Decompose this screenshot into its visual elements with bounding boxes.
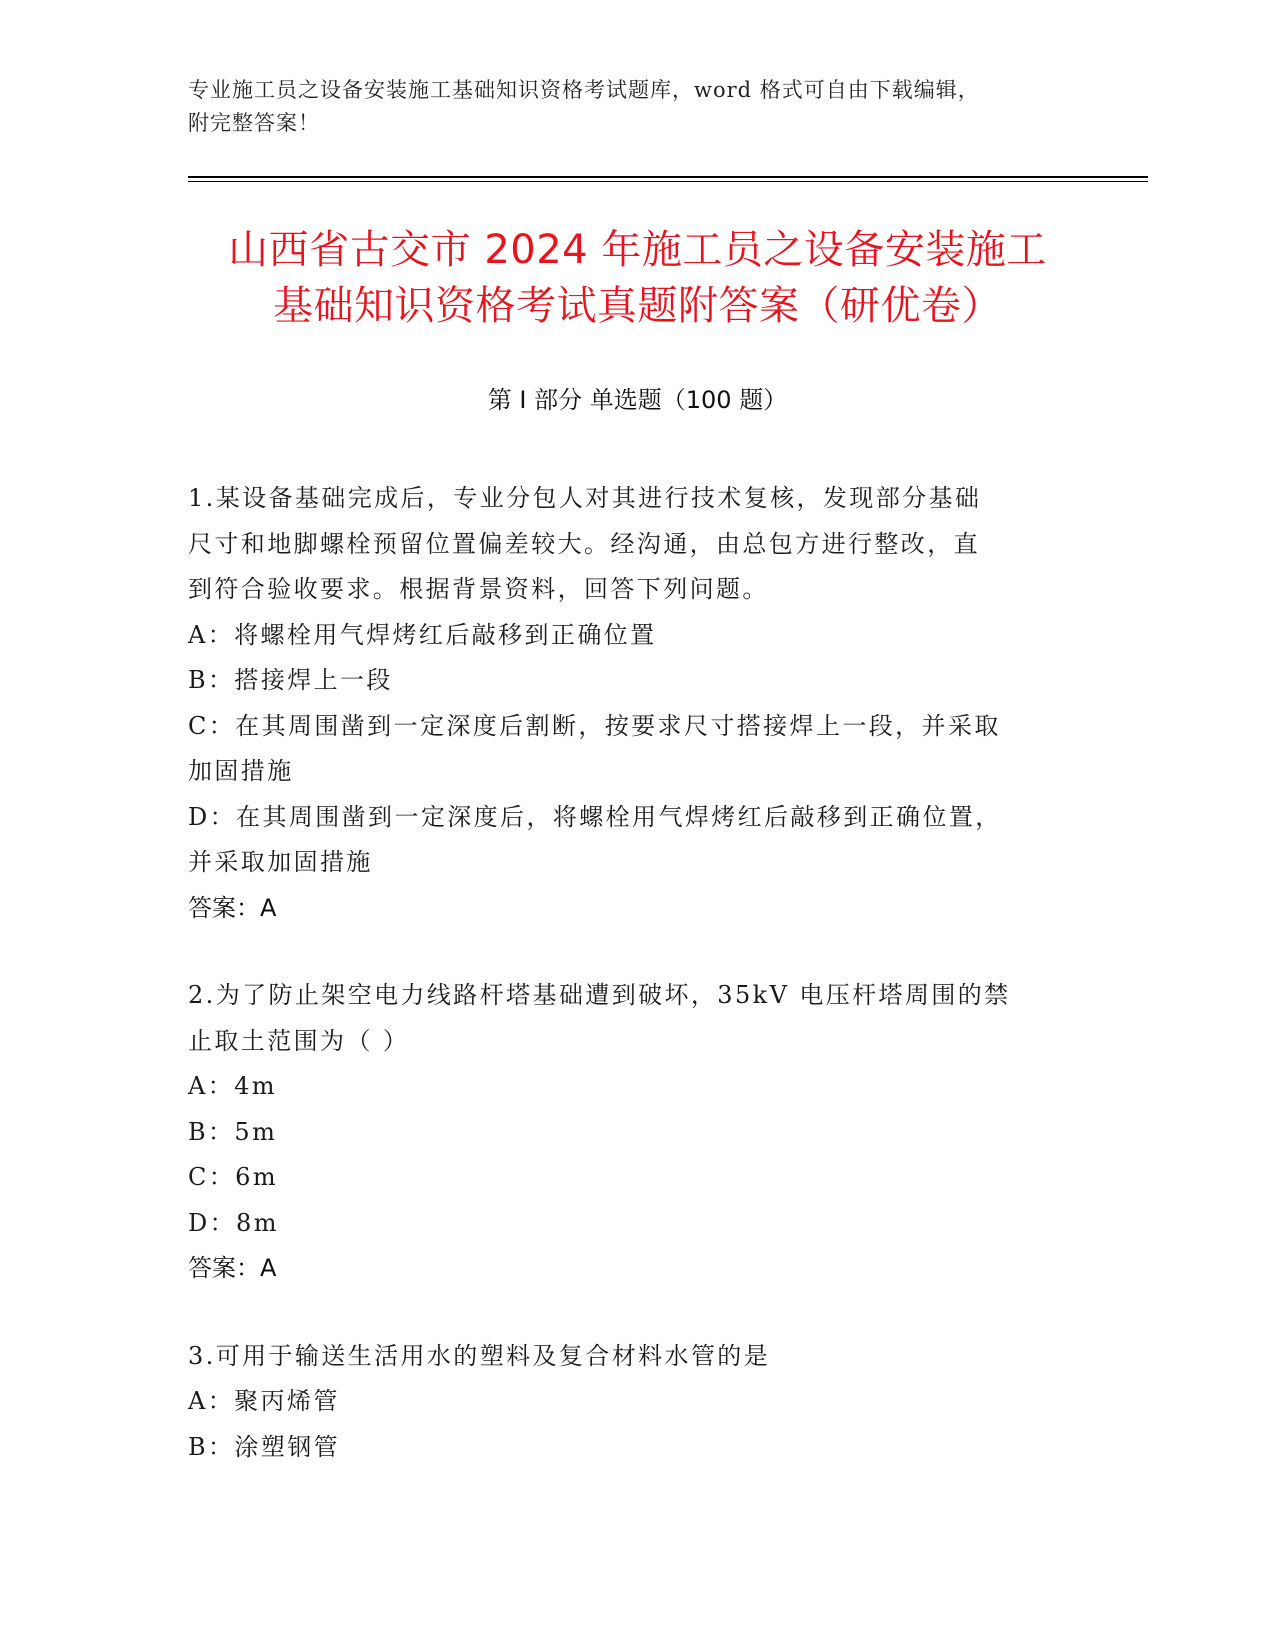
option-c-continued: 加固措施	[188, 757, 294, 785]
question-stem-line: 2.为了防止架空电力线路杆塔基础遭到破坏，35kV 电压杆塔周围的禁	[188, 981, 1011, 1009]
option-d: D：8m	[188, 1208, 279, 1237]
option-b: B：涂塑钢管	[188, 1432, 341, 1461]
answer-label: 答案：A	[188, 893, 277, 922]
header-note	[188, 74, 1068, 140]
question-list	[188, 476, 1068, 1512]
option-d-continued: 并采取加固措施	[188, 848, 373, 876]
option-b: B：搭接焊上一段	[188, 666, 393, 694]
question-stem-line: 尺寸和地脚螺栓预留位置偏差较大。经沟通，由总包方进行整改，直	[188, 529, 980, 558]
header-note-line-2: 附完整答案！	[188, 111, 320, 135]
document-title-line-2: 基础知识资格考试真题附答案（研优卷）	[273, 283, 1002, 329]
option-a: A：聚丙烯管	[188, 1387, 340, 1415]
header-rule-thick	[188, 176, 1148, 178]
option-c: C：在其周围凿到一定深度后割断，按要求尺寸搭接焊上一段，并采取	[188, 711, 1001, 740]
answer-label: 答案：A	[188, 1254, 277, 1282]
question-3	[188, 1334, 1068, 1471]
option-a: A：4m	[188, 1072, 277, 1100]
header-note-line-1: 专业施工员之设备安装施工基础知识资格考试题库，word 格式可自由下载编辑，	[188, 78, 980, 102]
header-rule-thin	[188, 181, 1148, 182]
section-heading: 第 I 部分 单选题（100 题）	[487, 386, 788, 414]
option-a: A：将螺栓用气焊烤红后敲移到正确位置	[188, 620, 657, 649]
document-title-line-1: 山西省古交市 2024 年施工员之设备安装施工	[228, 227, 1047, 273]
question-stem-line: 到符合验收要求。根据背景资料，回答下列问题。	[188, 575, 769, 603]
question-stem-line: 1.某设备基础完成后，专业分包人对其进行技术复核，发现部分基础	[188, 484, 982, 512]
question-2	[188, 973, 1068, 1292]
document-title	[150, 222, 1125, 334]
option-c: C：6m	[188, 1163, 278, 1191]
question-stem-line: 3.可用于输送生活用水的塑料及复合材料水管的是	[188, 1341, 771, 1370]
question-stem-line: 止取土范围为（ ）	[188, 1026, 410, 1055]
question-1	[188, 476, 1068, 931]
option-d: D：在其周围凿到一定深度后，将螺栓用气焊烤红后敲移到正确位置，	[188, 802, 1002, 831]
option-b: B：5m	[188, 1117, 278, 1146]
